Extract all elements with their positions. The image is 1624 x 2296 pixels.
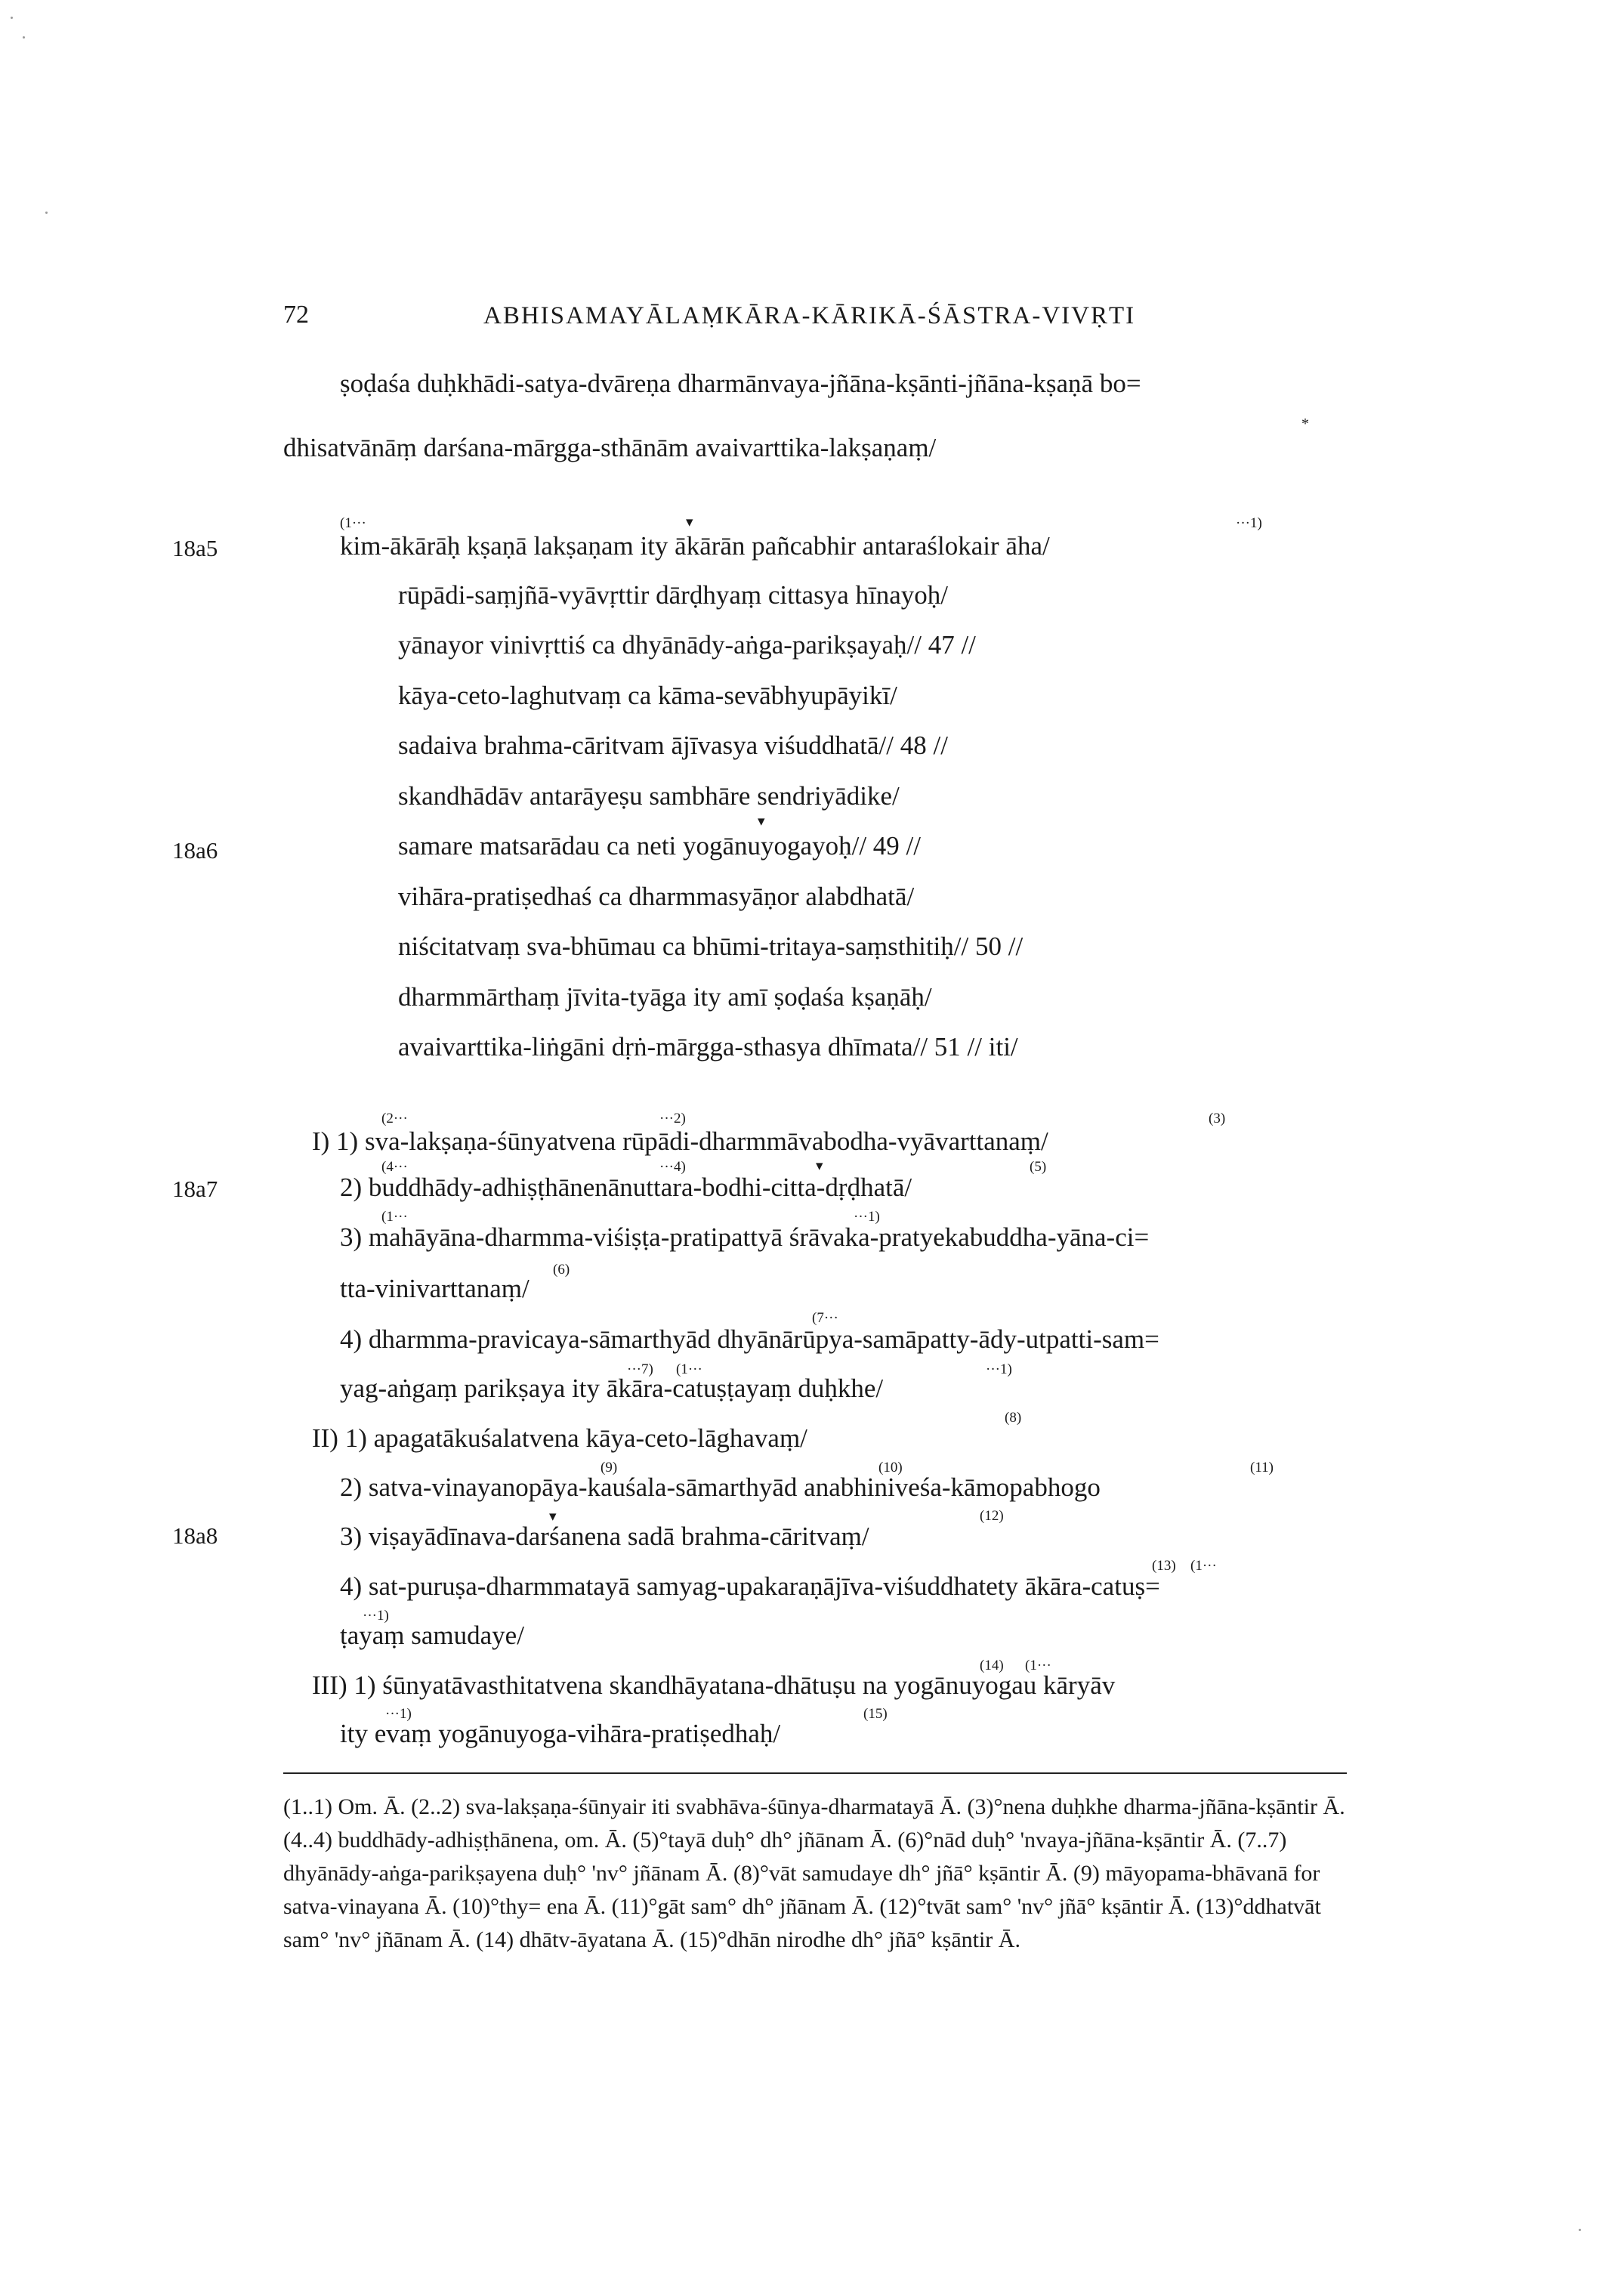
mark: ···7) [627, 1361, 653, 1377]
mark: (6) [553, 1262, 570, 1278]
mark-open: (1··· [340, 515, 366, 531]
mark: (4··· [381, 1159, 408, 1175]
mark: (14) [980, 1658, 1004, 1673]
mark: (7··· [812, 1310, 838, 1326]
mark: ···1) [363, 1608, 389, 1624]
margin-ref-18a6: 18a6 [172, 837, 218, 864]
mark: (2··· [381, 1111, 408, 1126]
scan-speck [45, 212, 48, 214]
mark: (1··· [381, 1209, 408, 1225]
tick-mark: ▾ [549, 1509, 557, 1525]
verse-line: niścitatvaṃ sva-bhūmau ca bhūmi-tritaya-saṃsthitiḥ// 50 // [398, 932, 1023, 961]
commentary-line: tta-vinivarttanaṃ/ [340, 1274, 529, 1303]
mark: ···1) [986, 1361, 1012, 1377]
verse-line: avaivarttika-liṅgāni dṛṅ-mārgga-sthasya dhīmata// 51 // iti/ [398, 1032, 1018, 1061]
commentary-line: III) 1) śūnyatāvasthitatvena skandhāyatana-dhātuṣu na yogānuyogau kāryāv [312, 1670, 1116, 1700]
page-number: 72 [283, 301, 309, 329]
commentary-line: 3) viṣayādīnava-darśanena sadā brahma-cāritvaṃ/ [340, 1522, 869, 1551]
mark: (9) [601, 1460, 618, 1476]
margin-ref-18a8: 18a8 [172, 1522, 218, 1549]
question-line: kim-ākārāḥ kṣaṇā lakṣaṇam ity ākārān pañcabhir antaraślokair āha/ [340, 531, 1050, 561]
commentary-line: 4) sat-puruṣa-dharmmatayā samyag-upakaraṇājīva-viśuddhatety ākāra-catuṣ= [340, 1571, 1160, 1601]
mark: (5) [1030, 1159, 1047, 1175]
mark: ···2) [659, 1111, 686, 1126]
commentary-line: 4) dharmma-pravicaya-sāmarthyād dhyānārūpya-samāpatty-ādy-utpatti-sam= [340, 1324, 1159, 1354]
mark: ···1) [385, 1706, 412, 1722]
mark: (15) [863, 1706, 888, 1722]
asterisk-mark: * [1301, 416, 1309, 432]
mark: (11) [1250, 1460, 1274, 1476]
footnotes: (1..1) Om. Ā. (2..2) sva-lakṣaṇa-śūnyair iti svabhāva-śūnya-dharmatayā Ā. (3)°nena duḥkhe dharma-jñāna-kṣāntir Ā. (4..4) buddhādy-adhiṣṭhānena, om. Ā. (5)°tayā duḥ° dh° jñānam Ā. (6)°nād duḥ° 'nvaya-jñāna-kṣāntir Ā. (7..7) dhyānādy-aṅga-parikṣayena duḥ° 'nv° jñānam Ā. (8)°vāt samudaye dh° jñā° kṣāntir Ā. (9) māyopama-bhāvanā for satva-vinayana Ā. (10)°thy= ena Ā. (11)°gāt sam° dh° jñānam Ā. (12)°tvāt sam° 'nv° jñā° kṣāntir Ā. (13)°ddhatvāt sam° 'nv° jñānam Ā. (14) dhātv-āyatana Ā. (15)°dhān nirodhe dh° jñā° kṣāntir Ā. [283, 1794, 1345, 1952]
mark: (1··· [1025, 1658, 1051, 1673]
verse-line: sadaiva brahma-cāritvam ājīvasya viśuddhatā// 48 // [398, 731, 948, 760]
mark: (1··· [676, 1361, 702, 1377]
mark: ···4) [659, 1159, 686, 1175]
commentary-line: ity evaṃ yogānuyoga-vihāra-pratiṣedhaḥ/ [340, 1719, 781, 1748]
scan-speck [11, 17, 13, 19]
mark: (10) [878, 1460, 903, 1476]
mark: (1··· [1190, 1558, 1217, 1574]
verse-line: yānayor vinivṛttiś ca dhyānādy-aṅga-parikṣayaḥ// 47 // [398, 630, 976, 660]
verse-line: kāya-ceto-laghutvaṃ ca kāma-sevābhyupāyikī/ [398, 681, 897, 710]
mark: ···1) [854, 1209, 880, 1225]
mark: (12) [980, 1508, 1004, 1524]
commentary-line: 2) buddhādy-adhiṣṭhānenānuttara-bodhi-citta-dṛḍhatā/ [340, 1173, 912, 1202]
commentary-line: 2) satva-vinayanopāya-kauśala-sāmarthyād anabhiniveśa-kāmopabhogo [340, 1472, 1101, 1502]
commentary-line: yag-aṅgaṃ parikṣaya ity ākāra-catuṣṭayaṃ duḥkhe/ [340, 1374, 884, 1403]
footnote-rule [283, 1772, 1347, 1774]
mark: (3) [1209, 1111, 1226, 1126]
commentary-line: ṭayaṃ samudaye/ [340, 1621, 524, 1650]
commentary-line: 3) mahāyāna-dharmma-viśiṣṭa-pratipattyā śrāvaka-pratyekabuddha-yāna-ci= [340, 1222, 1150, 1252]
verse-line: skandhādāv antarāyeṣu sambhāre sendriyādike/ [398, 781, 900, 811]
margin-ref-18a5: 18a5 [172, 535, 218, 561]
intro-line-1: ṣoḍaśa duḥkhādi-satya-dvāreṇa dharmānvaya-jñāna-kṣānti-jñāna-kṣaṇā bo= [340, 369, 1141, 398]
scan-speck [1579, 2229, 1581, 2231]
scan-speck [23, 36, 25, 39]
mark-close: ···1) [1236, 515, 1262, 531]
verse-line: dharmmārthaṃ jīvita-tyāga ity amī ṣoḍaśa kṣaṇāḥ/ [398, 982, 932, 1012]
tick-mark: ▾ [758, 814, 765, 830]
tick-mark: ▾ [686, 515, 693, 530]
commentary-line: I) 1) sva-lakṣaṇa-śūnyatvena rūpādi-dharmmāvabodha-vyāvarttanaṃ/ [312, 1126, 1048, 1156]
mark: (13) [1152, 1558, 1176, 1574]
intro-line-2: dhisatvānāṃ darśana-mārgga-sthānām avaivarttika-lakṣaṇaṃ/ [283, 433, 937, 462]
running-title: ABHISAMAYĀLAṂKĀRA-KĀRIKĀ-ŚĀSTRA-VIVṚTI [483, 302, 1136, 329]
verse-line: vihāra-pratiṣedhaś ca dharmmasyāṇor alabdhatā/ [398, 882, 915, 911]
mark: (8) [1005, 1410, 1022, 1426]
margin-ref-18a7: 18a7 [172, 1176, 218, 1202]
commentary-line: II) 1) apagatākuśalatvena kāya-ceto-lāghavaṃ/ [312, 1423, 807, 1453]
tick-mark: ▾ [816, 1158, 823, 1174]
verse-line: samare matsarādau ca neti yogānuyogayoḥ// 49 // [398, 831, 921, 861]
verse-line: rūpādi-saṃjñā-vyāvṛttir dārḍhyaṃ cittasya hīnayoḥ/ [398, 580, 948, 610]
